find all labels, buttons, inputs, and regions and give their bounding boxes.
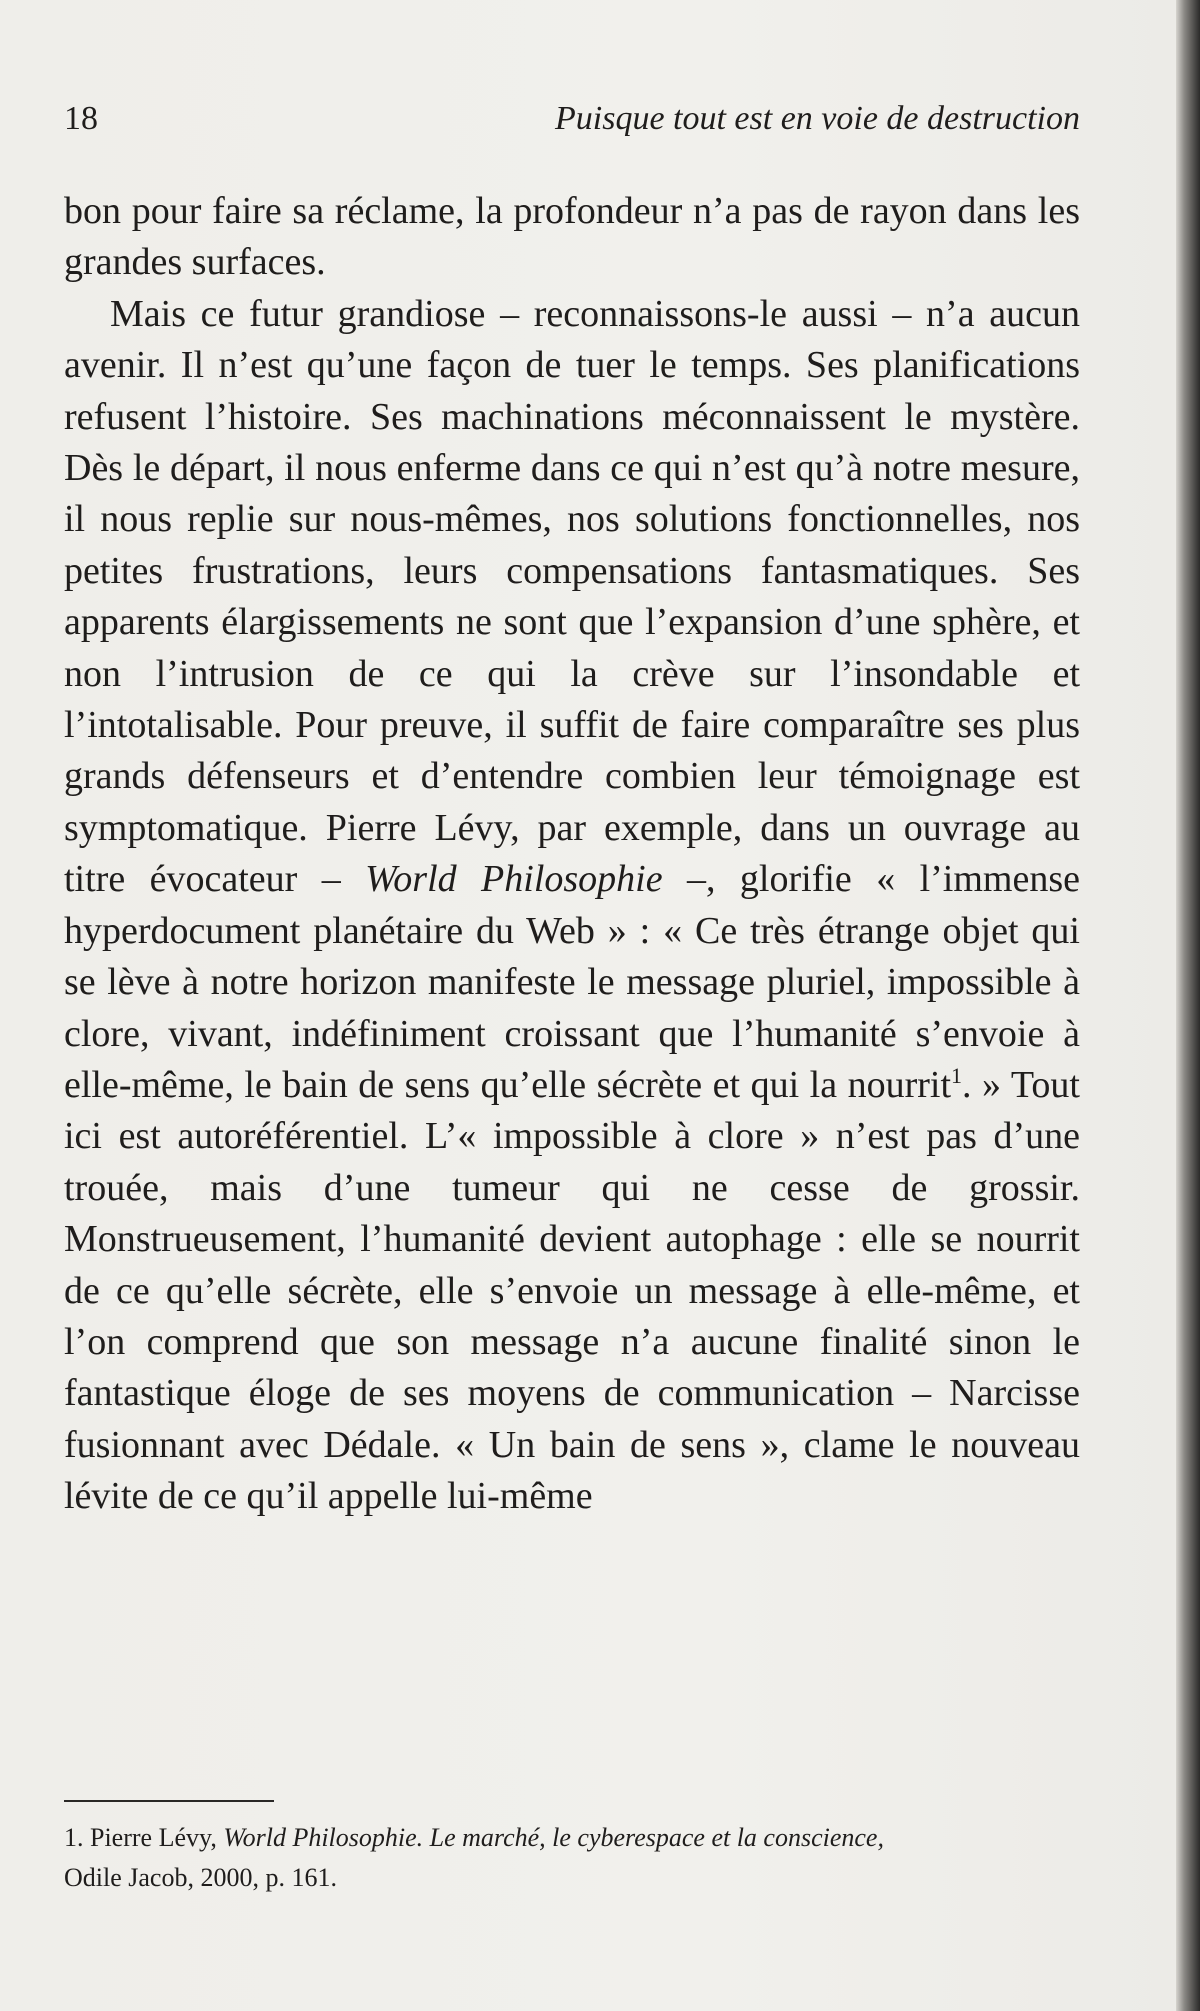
page-header: [64, 100, 1080, 148]
paragraph-2-part-b: –, glorifie « l’immense hyperdocument planétaire du Web » : « Ce très étrange objet qui se lève à notre horizon manifeste le message pluriel, impossible à clore, vivant, indéfiniment croissant que l’humanité s’envoie à elle-même, le bain de sens qu’elle sécrète et qui la nourrit: [64, 858, 1081, 1106]
book-title-world-philosophie: World Philosophie: [365, 858, 663, 901]
footnote-title: World Philosophie. Le marché, le cyberespace et la conscience,: [223, 1823, 884, 1852]
running-title: Puisque tout est en voie de destruction: [555, 100, 1080, 137]
book-edge-shadow: [1176, 0, 1200, 2011]
footnote-reference: 1: [951, 1062, 963, 1088]
footnote-rule: [64, 1800, 274, 1802]
footnote-publisher: Odile Jacob, 2000, p. 161.: [64, 1863, 337, 1892]
page-number: 18: [64, 100, 98, 137]
footnote: [64, 1818, 1080, 1898]
body-text: [64, 186, 1080, 1523]
paragraph-1: bon pour faire sa réclame, la profondeur n’a pas de rayon dans les grandes surfaces.: [64, 190, 1080, 284]
paragraph-2-part-a: Mais ce futur grandiose – reconnaissons-le aussi – n’a aucun avenir. Il n’est qu’une façon de tuer le temps. Ses planifications refusent l’histoire. Ses machinations méconnaissent le mystère. Dès le départ, il nous enferme dans ce qui n’est qu’à notre mesure, il nous replie sur nous-mêmes, nos solutions fonctionnelles, nos petites frustrations, leurs compensations fantasmatiques. Ses apparents élargissements ne sont que l’expansion d’une sphère, et non l’intrusion de ce qui la crève sur l’insondable et l’intotalisable. Pour preuve, il suffit de faire comparaître ses plus grands défenseurs et d’entendre combien leur témoignage est symptomatique. Pierre Lévy, par exemple, dans un ouvrage au titre évocateur –: [64, 292, 1080, 901]
paragraph-2: [64, 289, 1080, 1523]
footnote-lead: 1. Pierre Lévy,: [64, 1823, 217, 1852]
paragraph-2-part-c: . » Tout ici est autoréférentiel. L’« impossible à clore » n’est pas d’une trouée, mais d’une tumeur qui ne cesse de grossir. Monstrueusement, l’humanité devient autophage : elle se nourrit de ce qu’elle sécrète, elle s’envoie un message à elle-même, et l’on comprend que son message n’a aucune finalité sinon le fantastique éloge de ses moyens de communication – Narcisse fusionnant avec Dédale. « Un bain de sens », clame le nouveau lévite de ce qu’il appelle lui-même: [64, 1063, 1080, 1518]
